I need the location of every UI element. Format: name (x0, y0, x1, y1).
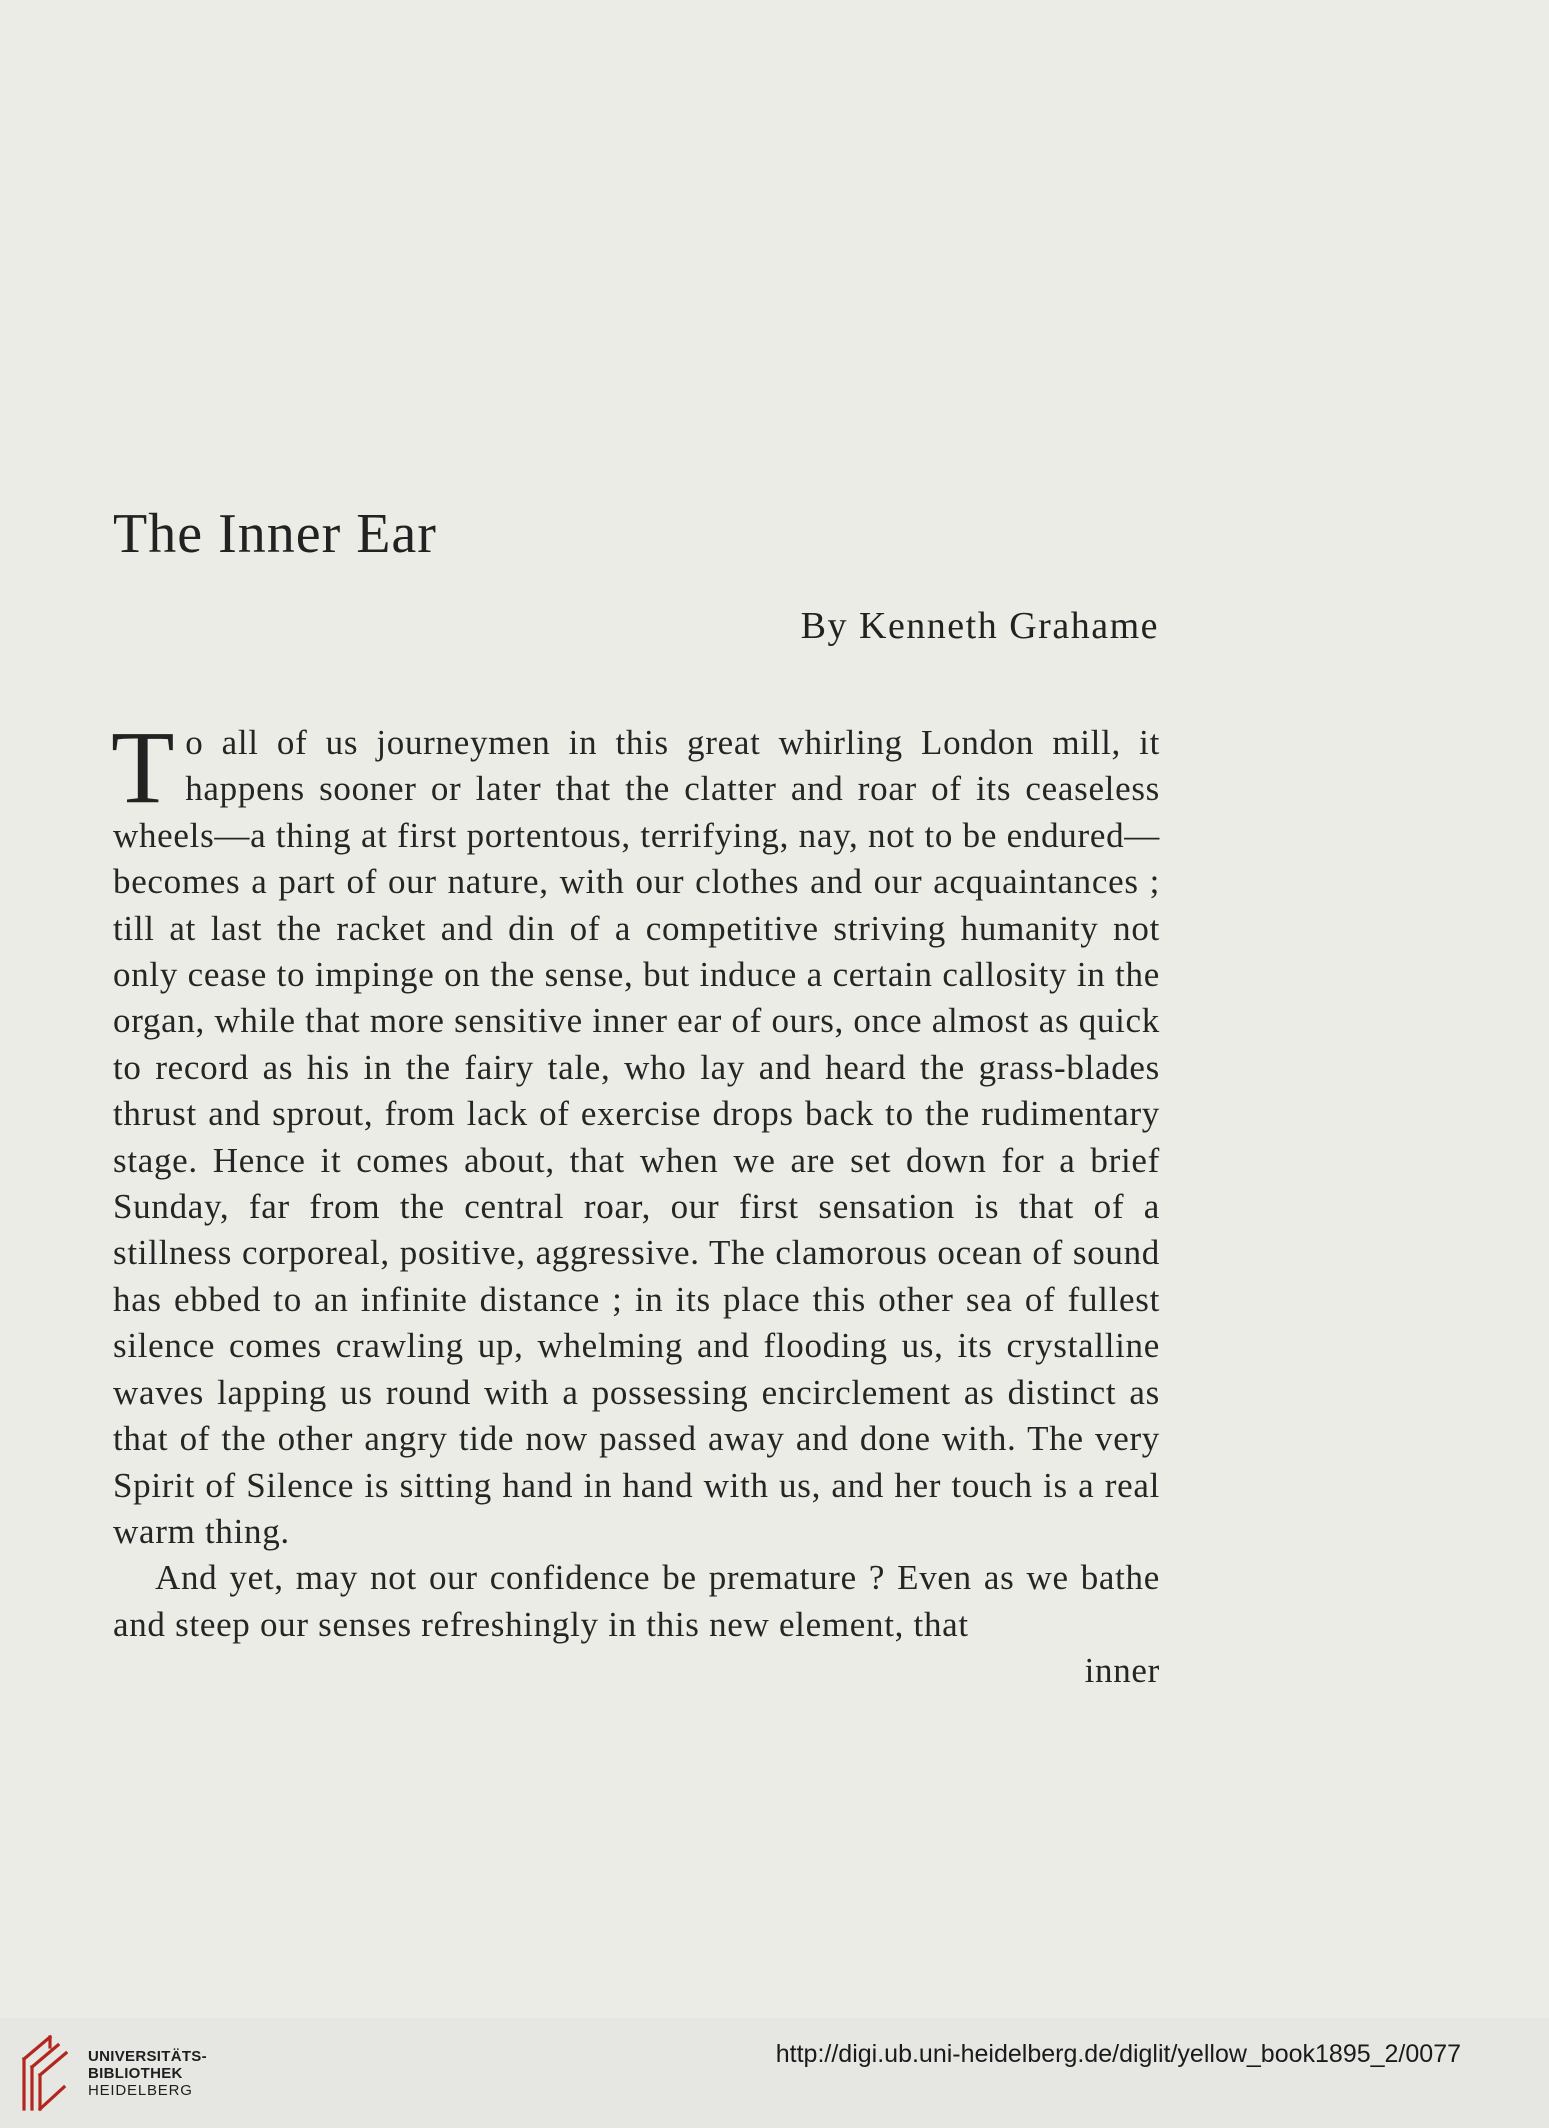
paragraph-1 (111, 710, 1160, 1555)
permalink-url[interactable]: http://digi.ub.uni-heidelberg.de/diglit/yellow_book1895_2/0077 (775, 2040, 1461, 2068)
library-name-line-1: UNIVERSITÄTS- (88, 2048, 207, 2065)
catchword: inner (1084, 1651, 1160, 1691)
article-title: The Inner Ear (113, 503, 437, 565)
article-body (111, 710, 1160, 1695)
paragraph-2: And yet, may not our confidence be premature ? Even as we bathe and steep our senses refreshingly in this new element, that (113, 1558, 1160, 1644)
paragraph-1-text: o all of us journeymen in this great whirling London mill, it happens sooner or later that the clatter and roar of its ceaseless wheels—a thing at first portentous, terrifying, nay, not to be endured—becomes a part of our nature, with our clothes and our acquaintances ; till at last the racket and din of a competitive striving humanity not only cease to impinge on the sense, but induce a certain callosity in the organ, while that more sensitive inner ear of ours, once almost as quick to record as his in the fairy tale, who lay and heard the grass-blades thrust and sprout, from lack of exercise drops back to the rudimentary stage. Hence it comes about, that when we are set down for a brief Sunday, far from the central roar, our first sensation is that of a stillness corporeal, positive, aggressive. The clamorous ocean of sound has ebbed to an infinite distance ; in its place this other sea of fullest silence comes crawling up, whelming and flooding us, its crystalline waves lapping us round with a possessing encirclement as distinct as that of the other angry tide now passed away and done with. The very Spirit of Silence is sitting hand in hand with us, and her touch is a real warm thing. (113, 723, 1160, 1551)
digitization-footer (0, 2018, 1549, 2128)
drop-cap: T (111, 710, 176, 825)
library-name (88, 2048, 207, 2099)
author-byline: By Kenneth Grahame (800, 605, 1159, 647)
library-name-line-3: HEIDELBERG (88, 2082, 193, 2099)
library-name-line-2: BIBLIOTHEK (88, 2065, 183, 2082)
heidelberg-library-logo-icon (16, 2031, 78, 2113)
